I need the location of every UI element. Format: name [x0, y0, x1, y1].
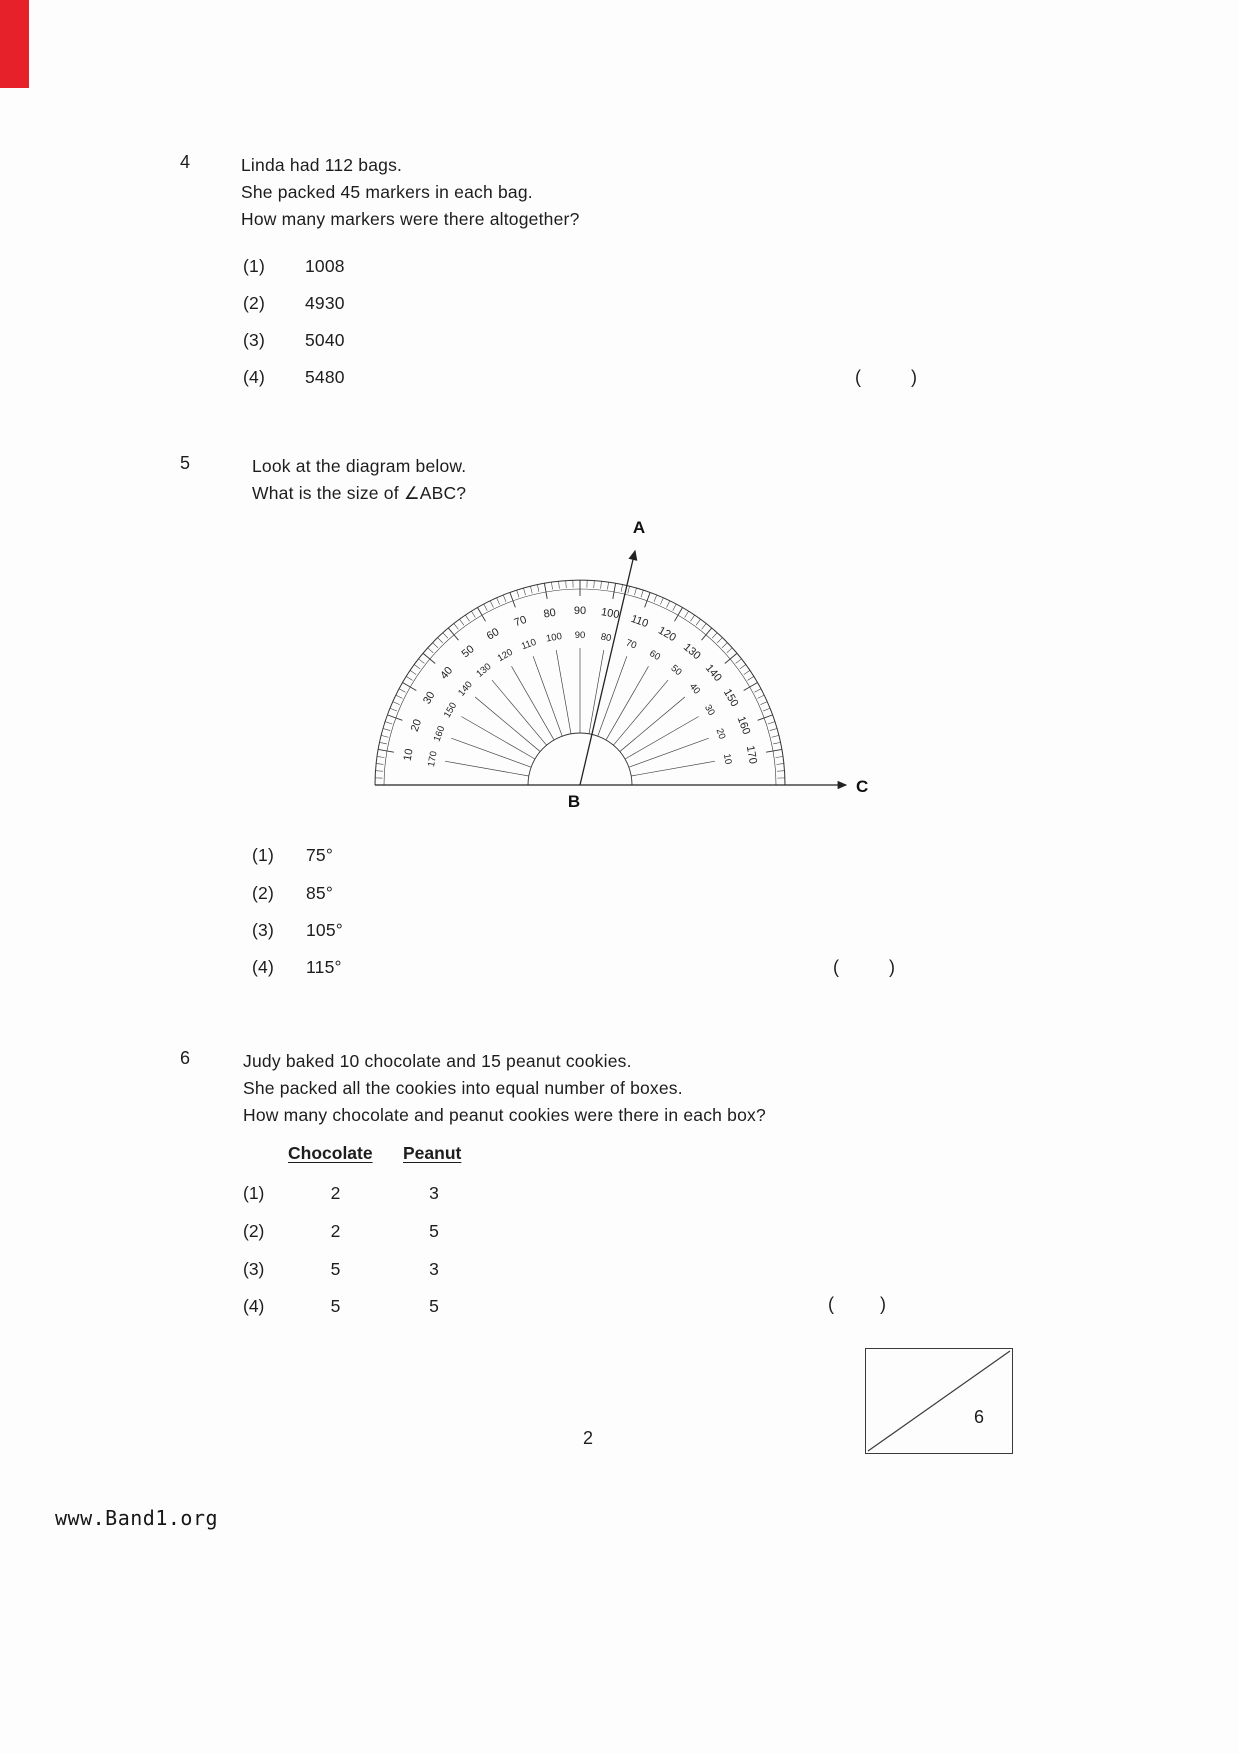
option-label: (4): [252, 957, 274, 977]
question-line: What is the size of ∠ABC?: [252, 483, 467, 503]
protractor-outer-degree: 90: [573, 605, 587, 617]
option-label: (3): [243, 330, 265, 350]
protractor-inner-degree: 140: [456, 679, 475, 699]
table-header-peanut: Peanut: [403, 1143, 462, 1163]
protractor-inner-degree: 30: [702, 702, 717, 718]
chocolate-value: 5: [330, 1296, 341, 1316]
chocolate-value: 2: [330, 1183, 341, 1203]
protractor-inner-degree: 90: [574, 630, 586, 641]
question-line: Look at the diagram below.: [252, 456, 467, 476]
peanut-value: 5: [429, 1296, 439, 1316]
peanut-value: 5: [429, 1221, 439, 1241]
chocolate-value: 5: [330, 1259, 341, 1279]
protractor-outer-degree: 70: [512, 613, 529, 630]
protractor-inner-degree: 50: [668, 662, 684, 679]
protractor-outer-degree: 10: [401, 747, 416, 762]
point-a-label: A: [632, 518, 646, 537]
protractor-outer-degree: 110: [629, 612, 650, 631]
protractor-outer-degree: 170: [743, 744, 759, 765]
option-row: [252, 920, 343, 941]
point-b-label: B: [567, 792, 581, 811]
protractor-inner-degree: 120: [495, 646, 515, 665]
question-4-text: [241, 152, 801, 233]
table-row: [243, 1296, 485, 1317]
question-line: How many markers were there altogether?: [241, 209, 580, 229]
option-label: (1): [243, 1183, 265, 1203]
question-6-text: [243, 1048, 883, 1129]
question-4-number: 4: [180, 152, 191, 172]
option-value: 105°: [306, 920, 343, 940]
option-label: (2): [243, 293, 265, 313]
option-label: (2): [243, 1221, 265, 1241]
option-label: (1): [252, 845, 274, 865]
protractor-outer-degree: 60: [484, 626, 502, 643]
protractor-outer-degree: 140: [702, 662, 724, 685]
option-row: [243, 330, 345, 351]
marking-box-score: 6: [974, 1407, 985, 1427]
bracket-close: ): [889, 957, 895, 977]
option-label: (4): [243, 367, 265, 387]
bracket-close: ): [880, 1294, 886, 1314]
protractor-inner-degree: 110: [519, 636, 538, 653]
question-6-number: 6: [180, 1048, 191, 1068]
option-value: 5040: [305, 330, 345, 350]
option-value: 1008: [305, 256, 345, 276]
protractor-inner-degree: 160: [431, 724, 448, 744]
protractor-inner-degree: 150: [441, 700, 460, 720]
protractor-outer-degree: 40: [438, 664, 456, 682]
question-line: She packed 45 markers in each bag.: [241, 182, 533, 202]
protractor-inner-degree: 20: [713, 727, 728, 741]
protractor-svg: [358, 515, 898, 815]
bracket-open: (: [833, 957, 839, 977]
option-value: 5480: [305, 367, 345, 387]
table-row: [243, 1183, 485, 1204]
footer-watermark: www.Band1.org: [55, 1506, 219, 1530]
page-number: 2: [583, 1428, 594, 1448]
protractor-inner-degree: 10: [720, 752, 734, 766]
option-label: (3): [243, 1259, 265, 1279]
protractor-outer-degree: 130: [680, 641, 703, 663]
option-row: [252, 957, 342, 978]
option-row: [243, 367, 345, 388]
bracket-open: (: [828, 1294, 834, 1314]
protractor-inner-degree: 40: [686, 681, 703, 697]
red-margin-strip: [0, 0, 29, 88]
option-label: (4): [243, 1296, 265, 1316]
protractor-diagram: [358, 515, 898, 815]
option-value: 4930: [305, 293, 345, 313]
question-5-number: 5: [180, 453, 191, 473]
protractor-inner-degree: 70: [624, 637, 638, 652]
answer-bracket-q5: [833, 957, 895, 978]
table-row: [243, 1221, 485, 1242]
protractor-outer-degree: 150: [720, 687, 741, 709]
protractor-inner-degree: 100: [545, 630, 563, 645]
ray-ba: [580, 551, 635, 785]
option-row: [252, 845, 333, 866]
option-value: 75°: [306, 845, 334, 865]
option-value: 85°: [306, 883, 334, 903]
protractor-outer-degree: 20: [408, 717, 425, 734]
answer-bracket-q4: [855, 367, 917, 388]
protractor-inner-degree: 170: [425, 750, 440, 768]
option-label: (1): [243, 256, 265, 276]
peanut-value: 3: [429, 1259, 439, 1279]
question-line: Linda had 112 bags.: [241, 155, 403, 175]
answer-bracket-q6: [828, 1294, 886, 1315]
protractor-outer-degree: 30: [421, 689, 438, 707]
option-label: (3): [252, 920, 274, 940]
option-row: [252, 883, 333, 904]
question-line: Judy baked 10 chocolate and 15 peanut cookies.: [243, 1051, 632, 1071]
peanut-value: 3: [429, 1183, 439, 1203]
question-line: She packed all the cookies into equal number of boxes.: [243, 1078, 683, 1098]
protractor-outer-degree: 80: [542, 606, 557, 621]
protractor-outer-degree: 120: [656, 624, 678, 645]
protractor-outer-degree: 50: [459, 643, 477, 661]
question-line: How many chocolate and peanut cookies were there in each box?: [243, 1105, 766, 1125]
marking-box: [865, 1348, 1013, 1454]
protractor-outer-degree: 160: [734, 714, 753, 737]
option-row: [243, 256, 345, 277]
option-row: [243, 293, 345, 314]
table-row: [243, 1259, 485, 1280]
protractor-inner-degree: 80: [599, 631, 613, 645]
question-5-text: [252, 453, 812, 507]
bracket-open: (: [855, 367, 861, 387]
protractor-outer-degree: 100: [600, 606, 621, 622]
marking-box-diagonal: [866, 1349, 1012, 1453]
table-header-chocolate: Chocolate: [288, 1143, 373, 1163]
chocolate-value: 2: [330, 1221, 341, 1241]
option-value: 115°: [306, 957, 342, 977]
bracket-close: ): [911, 367, 917, 387]
option-label: (2): [252, 883, 274, 903]
point-c-label: C: [856, 777, 869, 796]
protractor-inner-degree: 130: [474, 661, 494, 680]
protractor-inner-degree: 60: [647, 648, 663, 663]
